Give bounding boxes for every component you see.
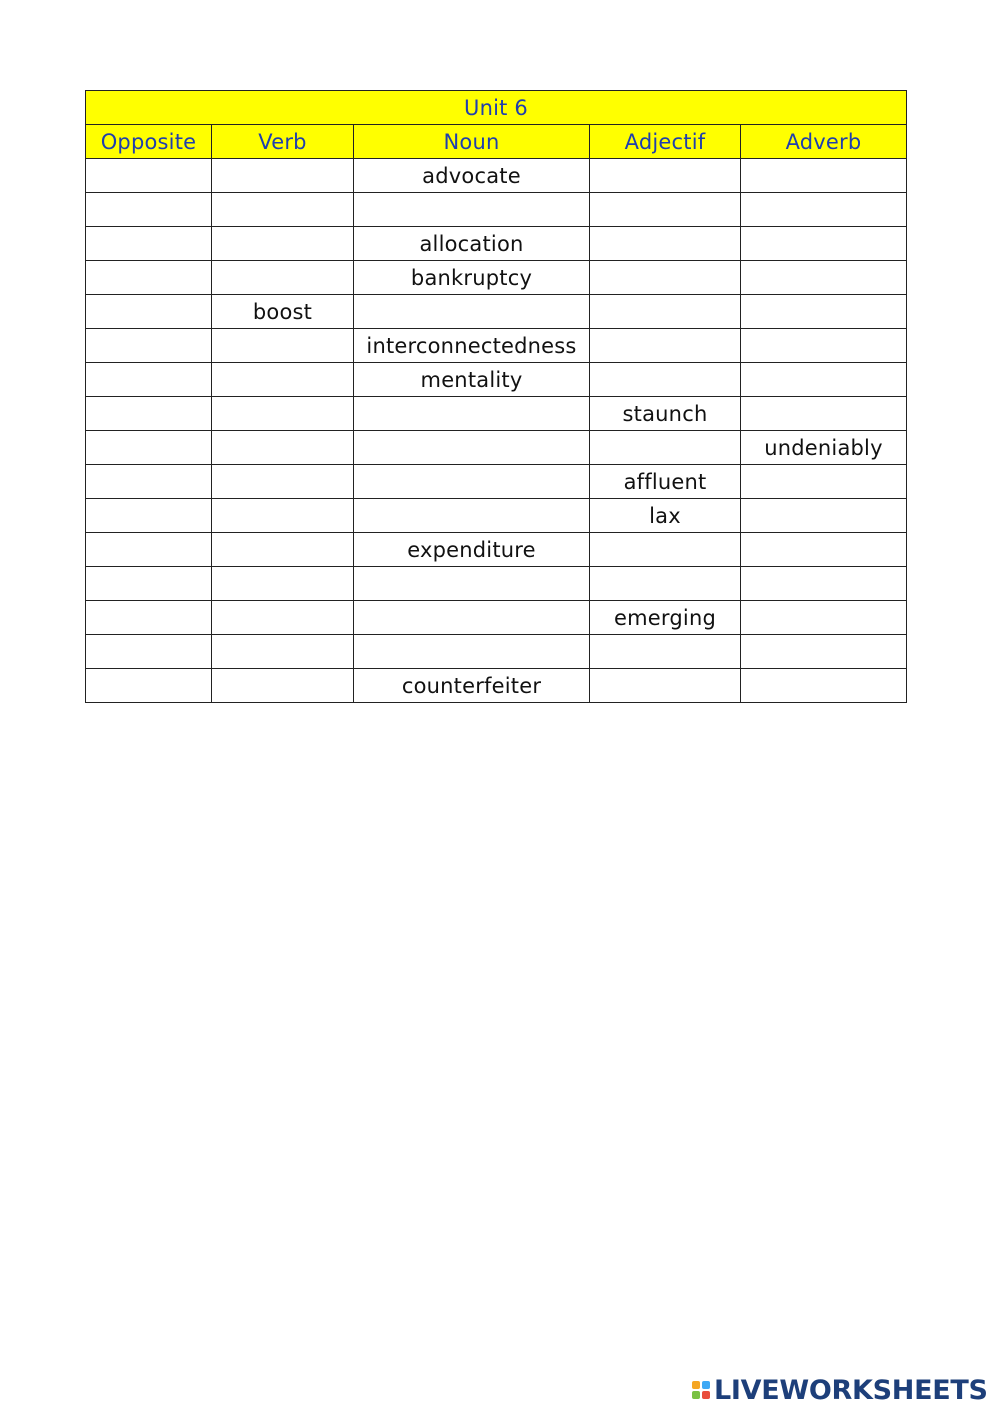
answer-cell-verb[interactable] (212, 567, 354, 601)
answer-cell-adjectif[interactable] (590, 635, 741, 669)
word-cell-noun: counterfeiter (354, 669, 590, 703)
table-row (86, 533, 907, 567)
logo-square (692, 1391, 700, 1399)
answer-cell-noun[interactable] (354, 499, 590, 533)
answer-cell-noun[interactable] (354, 635, 590, 669)
column-header-opposite: Opposite (86, 125, 212, 159)
table-row (86, 295, 907, 329)
answer-cell-adjectif[interactable] (590, 261, 741, 295)
logo-square (702, 1391, 710, 1399)
answer-cell-opposite[interactable] (86, 601, 212, 635)
answer-cell-opposite[interactable] (86, 227, 212, 261)
word-cell-noun: allocation (354, 227, 590, 261)
answer-cell-opposite[interactable] (86, 295, 212, 329)
answer-cell-opposite[interactable] (86, 431, 212, 465)
table-row (86, 465, 907, 499)
word-cell-noun: expenditure (354, 533, 590, 567)
word-cell-verb: boost (212, 295, 354, 329)
answer-cell-noun[interactable] (354, 397, 590, 431)
answer-cell-adverb[interactable] (741, 635, 907, 669)
answer-cell-adjectif[interactable] (590, 295, 741, 329)
answer-cell-adjectif[interactable] (590, 227, 741, 261)
word-cell-adjectif: emerging (590, 601, 741, 635)
word-cell-adjectif: affluent (590, 465, 741, 499)
answer-cell-adjectif[interactable] (590, 363, 741, 397)
answer-cell-adverb[interactable] (741, 329, 907, 363)
answer-cell-verb[interactable] (212, 397, 354, 431)
table-row (86, 159, 907, 193)
answer-cell-opposite[interactable] (86, 533, 212, 567)
answer-cell-opposite[interactable] (86, 635, 212, 669)
answer-cell-adverb[interactable] (741, 363, 907, 397)
table-row (86, 567, 907, 601)
table-row (86, 635, 907, 669)
answer-cell-verb[interactable] (212, 193, 354, 227)
table-row (86, 261, 907, 295)
answer-cell-verb[interactable] (212, 329, 354, 363)
answer-cell-adverb[interactable] (741, 261, 907, 295)
answer-cell-verb[interactable] (212, 431, 354, 465)
table-row (86, 601, 907, 635)
answer-cell-adverb[interactable] (741, 601, 907, 635)
answer-cell-adverb[interactable] (741, 159, 907, 193)
answer-cell-adverb[interactable] (741, 499, 907, 533)
answer-cell-adjectif[interactable] (590, 669, 741, 703)
answer-cell-opposite[interactable] (86, 363, 212, 397)
answer-cell-noun[interactable] (354, 601, 590, 635)
worksheet-table (85, 90, 907, 703)
answer-cell-adverb[interactable] (741, 397, 907, 431)
word-cell-noun: interconnectedness (354, 329, 590, 363)
answer-cell-adverb[interactable] (741, 193, 907, 227)
answer-cell-adverb[interactable] (741, 669, 907, 703)
answer-cell-adjectif[interactable] (590, 159, 741, 193)
answer-cell-adverb[interactable] (741, 295, 907, 329)
answer-cell-opposite[interactable] (86, 193, 212, 227)
word-cell-adjectif: lax (590, 499, 741, 533)
answer-cell-opposite[interactable] (86, 329, 212, 363)
answer-cell-verb[interactable] (212, 601, 354, 635)
title-row (86, 91, 907, 125)
column-header-adjectif: Adjectif (590, 125, 741, 159)
answer-cell-adverb[interactable] (741, 465, 907, 499)
table-title: Unit 6 (86, 91, 907, 125)
answer-cell-opposite[interactable] (86, 261, 212, 295)
answer-cell-verb[interactable] (212, 227, 354, 261)
word-cell-adjectif: staunch (590, 397, 741, 431)
answer-cell-noun[interactable] (354, 465, 590, 499)
table-body (86, 159, 907, 703)
answer-cell-opposite[interactable] (86, 499, 212, 533)
answer-cell-verb[interactable] (212, 159, 354, 193)
answer-cell-noun[interactable] (354, 431, 590, 465)
table-row (86, 329, 907, 363)
table-row (86, 431, 907, 465)
liveworksheets-brand (692, 1374, 988, 1406)
answer-cell-opposite[interactable] (86, 465, 212, 499)
answer-cell-adjectif[interactable] (590, 567, 741, 601)
answer-cell-noun[interactable] (354, 193, 590, 227)
table-row (86, 499, 907, 533)
answer-cell-verb[interactable] (212, 669, 354, 703)
answer-cell-adverb[interactable] (741, 227, 907, 261)
answer-cell-opposite[interactable] (86, 397, 212, 431)
column-header-adverb: Adverb (741, 125, 907, 159)
answer-cell-verb[interactable] (212, 635, 354, 669)
answer-cell-adverb[interactable] (741, 567, 907, 601)
answer-cell-verb[interactable] (212, 533, 354, 567)
liveworksheets-logo-icon (692, 1381, 710, 1399)
answer-cell-verb[interactable] (212, 261, 354, 295)
column-header-verb: Verb (212, 125, 354, 159)
answer-cell-adjectif[interactable] (590, 431, 741, 465)
table-row (86, 669, 907, 703)
table-row (86, 397, 907, 431)
answer-cell-opposite[interactable] (86, 567, 212, 601)
answer-cell-verb[interactable] (212, 363, 354, 397)
table-row (86, 193, 907, 227)
answer-cell-adjectif[interactable] (590, 329, 741, 363)
answer-cell-adverb[interactable] (741, 533, 907, 567)
answer-cell-opposite[interactable] (86, 159, 212, 193)
answer-cell-noun[interactable] (354, 567, 590, 601)
answer-cell-verb[interactable] (212, 499, 354, 533)
table-row (86, 363, 907, 397)
answer-cell-verb[interactable] (212, 465, 354, 499)
table-row (86, 227, 907, 261)
logo-square (702, 1381, 710, 1389)
column-header-noun: Noun (354, 125, 590, 159)
word-cell-noun: bankruptcy (354, 261, 590, 295)
answer-cell-opposite[interactable] (86, 669, 212, 703)
word-cell-noun: mentality (354, 363, 590, 397)
word-cell-adverb: undeniably (741, 431, 907, 465)
answer-cell-noun[interactable] (354, 295, 590, 329)
header-row (86, 125, 907, 159)
brand-logo-text: LIVEWORKSHEETS (714, 1374, 988, 1406)
logo-square (692, 1381, 700, 1389)
word-cell-noun: advocate (354, 159, 590, 193)
answer-cell-adjectif[interactable] (590, 193, 741, 227)
answer-cell-adjectif[interactable] (590, 533, 741, 567)
